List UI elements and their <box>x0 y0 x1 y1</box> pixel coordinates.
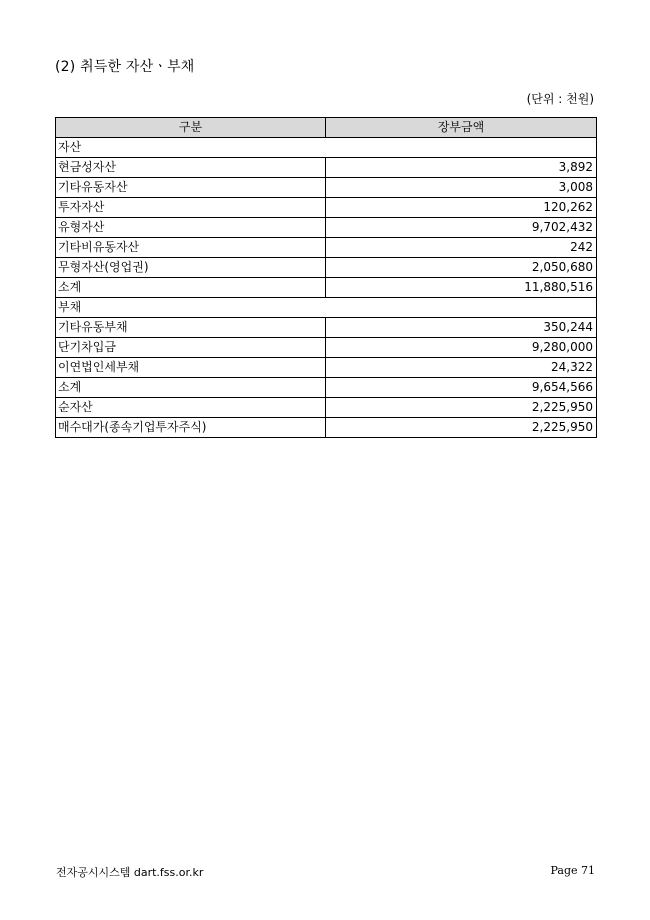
table-row <box>56 258 597 278</box>
row-amount: 3,008 <box>326 178 597 198</box>
row-label: 매수대가(종속기업투자주식) <box>56 418 326 438</box>
footer-source: 전자공시시스템 dart.fss.or.kr <box>56 866 204 879</box>
table-header-row <box>56 118 597 138</box>
table-row <box>56 398 597 418</box>
table-row <box>56 338 597 358</box>
row-amount: 9,280,000 <box>326 338 597 358</box>
acquired-assets-liabilities-table <box>55 117 597 438</box>
row-amount: 2,225,950 <box>326 398 597 418</box>
section-label: 부채 <box>56 298 597 318</box>
table-row <box>56 278 597 298</box>
footer-page-number: Page 71 <box>550 864 595 877</box>
row-amount: 9,654,566 <box>326 378 597 398</box>
row-amount: 3,892 <box>326 158 597 178</box>
row-label: 소계 <box>56 378 326 398</box>
row-amount: 9,702,432 <box>326 218 597 238</box>
row-amount: 350,244 <box>326 318 597 338</box>
row-label: 단기차입금 <box>56 338 326 358</box>
table-row <box>56 238 597 258</box>
row-label: 순자산 <box>56 398 326 418</box>
row-label: 현금성자산 <box>56 158 326 178</box>
row-amount: 120,262 <box>326 198 597 218</box>
row-amount: 11,880,516 <box>326 278 597 298</box>
table-row <box>56 178 597 198</box>
row-label: 기타유동부채 <box>56 318 326 338</box>
row-label: 기타비유동자산 <box>56 238 326 258</box>
row-amount: 242 <box>326 238 597 258</box>
row-label: 소계 <box>56 278 326 298</box>
table-row <box>56 218 597 238</box>
table-row <box>56 358 597 378</box>
section-heading: (2) 취득한 자산ㆍ부채 <box>55 59 195 75</box>
table-row <box>56 198 597 218</box>
row-amount: 24,322 <box>326 358 597 378</box>
table-section-row <box>56 298 597 318</box>
table-row <box>56 418 597 438</box>
row-label: 무형자산(영업권) <box>56 258 326 278</box>
row-label: 투자자산 <box>56 198 326 218</box>
row-label: 이연법인세부채 <box>56 358 326 378</box>
table-body <box>56 138 597 438</box>
row-amount: 2,050,680 <box>326 258 597 278</box>
table-section-row <box>56 138 597 158</box>
row-amount: 2,225,950 <box>326 418 597 438</box>
row-label: 기타유동자산 <box>56 178 326 198</box>
section-label: 자산 <box>56 138 597 158</box>
table-row <box>56 318 597 338</box>
row-label: 유형자산 <box>56 218 326 238</box>
header-book-value: 장부금액 <box>326 118 597 138</box>
table-row <box>56 158 597 178</box>
header-category: 구분 <box>56 118 326 138</box>
unit-note: (단위 : 천원) <box>526 92 594 106</box>
table-row <box>56 378 597 398</box>
